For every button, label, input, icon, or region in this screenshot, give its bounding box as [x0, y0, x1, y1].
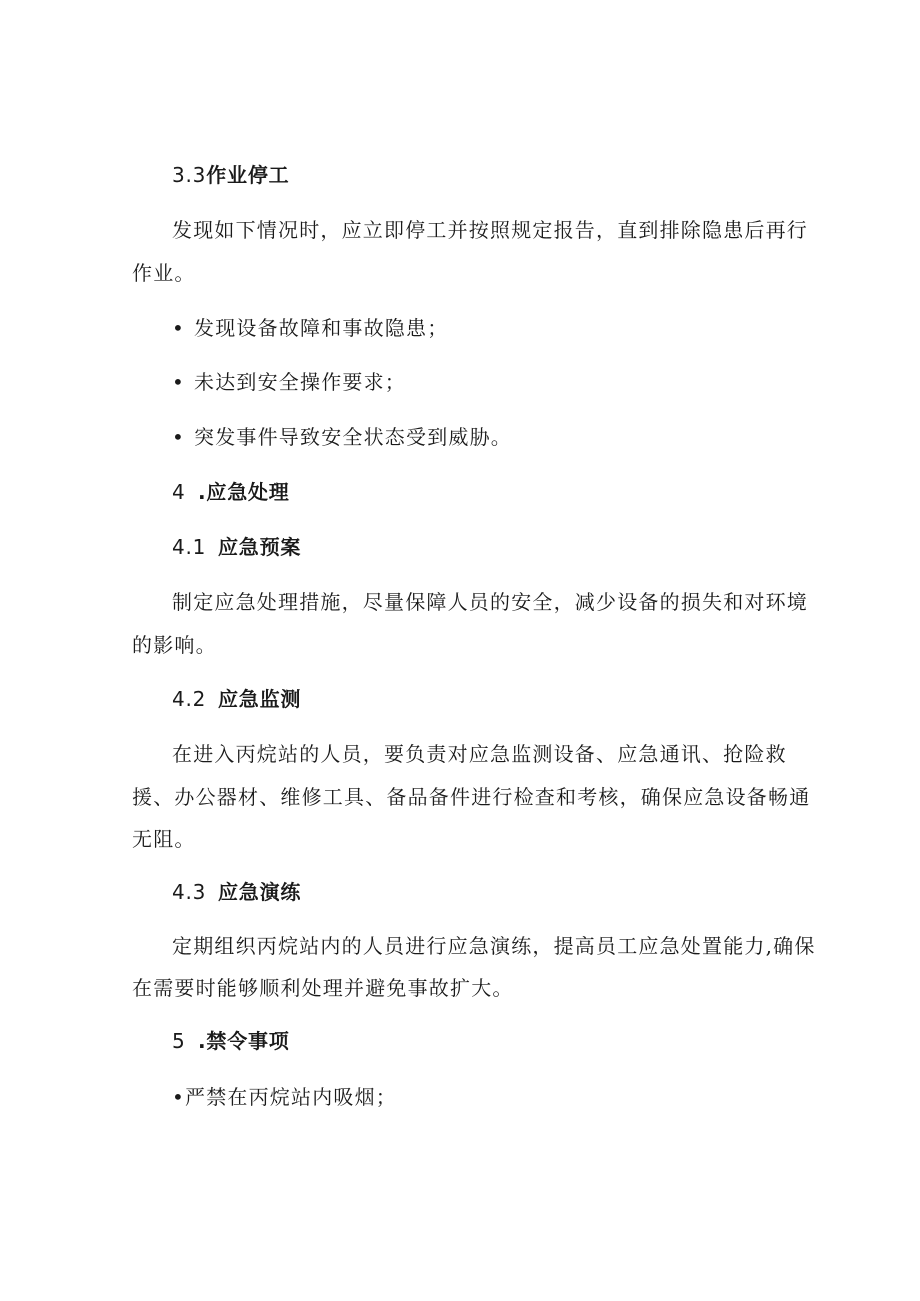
section-4-1-text-line-1: 制定应急处理措施，尽量保障人员的安全，减少设备的损失和对环境	[172, 590, 808, 614]
section-4-heading	[172, 479, 290, 505]
section-4-2-heading	[172, 686, 301, 712]
section-4-number: 4	[172, 480, 186, 504]
section-5-number: 5	[172, 1029, 186, 1053]
bullet-icon: •	[172, 370, 185, 394]
section-3-3-intro-line-1: 发现如下情况时，应立即停工并按照规定报告，直到排除隐患后再行	[172, 218, 808, 242]
section-4-2-text-line-3: 无阻。	[132, 827, 196, 851]
section-3-3-intro-line-2: 作业。	[132, 261, 196, 285]
section-4-title: .应急处理	[198, 480, 290, 504]
section-4-3-title: 应急演练	[218, 880, 302, 904]
section-4-2-title: 应急监测	[218, 687, 302, 711]
section-4-2-number: 4.2	[172, 687, 207, 711]
section-4-2-text-line-2: 援、办公器材、维修工具、备品备件进行检查和考核，确保应急设备畅通	[132, 785, 811, 809]
section-5-title: .禁令事项	[198, 1029, 290, 1053]
bullet-icon: •	[172, 425, 185, 449]
bullet-icon: •	[172, 1085, 185, 1109]
list-item	[172, 424, 512, 450]
list-item	[172, 1084, 397, 1110]
section-3-3-number: 3.3	[172, 163, 207, 187]
list-item	[172, 369, 406, 395]
list-item-text: 未达到安全操作要求；	[194, 370, 406, 394]
section-3-3-heading	[172, 162, 289, 188]
section-4-3-number: 4.3	[172, 880, 207, 904]
list-item-text: 突发事件导致安全状态受到威胁。	[194, 425, 512, 449]
list-item	[172, 315, 448, 341]
section-4-1-text-line-2: 的影响。	[132, 633, 217, 657]
section-4-1-title: 应急预案	[218, 535, 302, 559]
list-item-text: 发现设备故障和事故隐患；	[194, 316, 449, 340]
section-5-heading	[172, 1028, 290, 1054]
bullet-icon: •	[172, 316, 185, 340]
list-item-text: 严禁在丙烷站内吸烟；	[185, 1085, 397, 1109]
section-4-3-text-line-2: 在需要时能够顺利处理并避免事故扩大。	[132, 976, 514, 1000]
section-4-1-heading	[172, 534, 301, 560]
section-4-2-text-line-1: 在进入丙烷站的人员，要负责对应急监测设备、应急通讯、抢险救	[172, 742, 787, 766]
section-3-3-title: 作业停工	[206, 163, 290, 187]
section-4-1-number: 4.1	[172, 535, 207, 559]
section-4-3-text-line-1: 定期组织丙烷站内的人员进行应急演练，提高员工应急处置能力,确保	[172, 934, 816, 958]
section-4-3-heading	[172, 879, 301, 905]
